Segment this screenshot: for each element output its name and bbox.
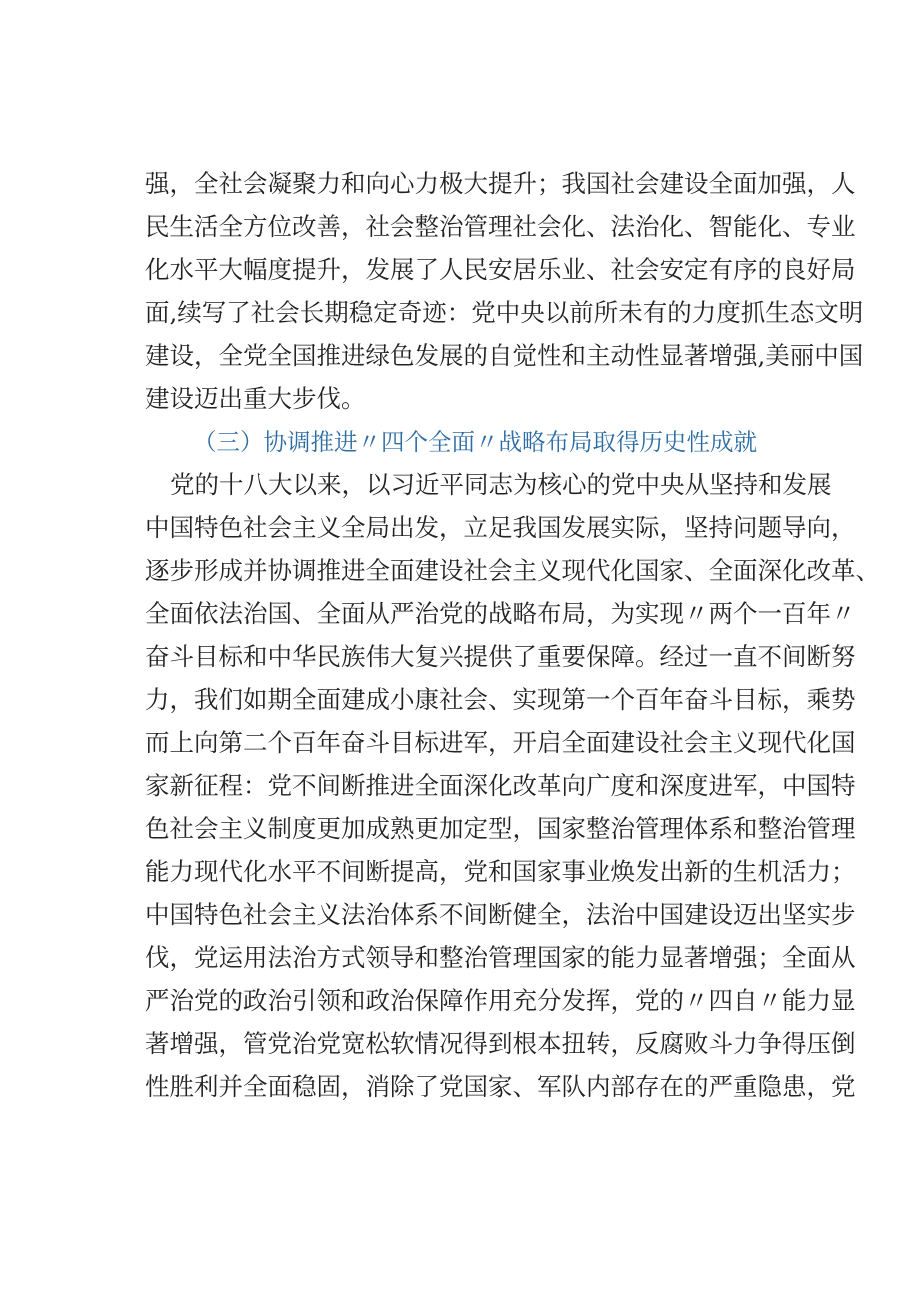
section-heading: （三）协调推进〃四个全面〃战略布局取得历史性成就 [193, 428, 757, 456]
text-line: 而上向第二个百年奋斗目标进军，开启全面建设社会主义现代化国 [145, 728, 856, 757]
text-line: 建设迈出重大步伐。 [145, 384, 366, 413]
text-line: 伐，党运用法治方式领导和整治管理国家的能力显著增强；全面从 [145, 943, 856, 972]
text-line: 奋斗目标和中华民族伟大复兴提供了重要保障。经过一直不间断努 [145, 642, 856, 671]
text-line: 强，全社会凝聚力和向心力极大提升；我国社会建设全面加强，人 [145, 169, 856, 198]
text-line: 著增强，管党治党宽松软情况得到根本扭转，反腐败斗力争得压倒 [145, 1029, 856, 1058]
text-line: 能力现代化水平不间断提高，党和国家事业焕发出新的生机活力； [145, 857, 856, 886]
text-line: 建设，全党全国推进绿色发展的自觉性和主动性显著增强,美丽中国 [145, 341, 864, 370]
text-line: 力，我们如期全面建成小康社会、实现第一个百年奋斗目标，乘势 [145, 685, 856, 714]
text-line: 性胜利并全面稳固，消除了党国家、军队内部存在的严重隐患，党 [145, 1072, 856, 1101]
text-line: 党的十八大以来，以习近平同志为核心的党中央从坚持和发展 [170, 470, 832, 499]
text-line: 家新征程：党不间断推进全面深化改革向广度和深度进军，中国特 [145, 771, 856, 800]
text-line: 中国特色社会主义法治体系不间断健全，法治中国建设迈出坚实步 [145, 900, 856, 929]
text-line: 中国特色社会主义全局出发，立足我国发展实际，坚持问题导向， [145, 513, 856, 542]
text-line: 面,续写了社会长期稳定奇迹：党中央以前所未有的力度抓生态文明 [145, 298, 864, 327]
text-line: 民生活全方位改善，社会整治管理社会化、法治化、智能化、专业 [145, 212, 856, 241]
text-line: 逐步形成并协调推进全面建设社会主义现代化国家、全面深化改革、 [145, 556, 880, 585]
text-line: 化水平大幅度提升，发展了人民安居乐业、社会安定有序的良好局 [145, 255, 856, 284]
text-line: 严治党的政治引领和政治保障作用充分发挥，党的〃四自〃能力显 [145, 986, 856, 1015]
text-line: 全面依法治国、全面从严治党的战略布局，为实现〃两个一百年〃 [145, 599, 856, 628]
text-line: 色社会主义制度更加成熟更加定型，国家整治管理体系和整治管理 [145, 814, 856, 843]
